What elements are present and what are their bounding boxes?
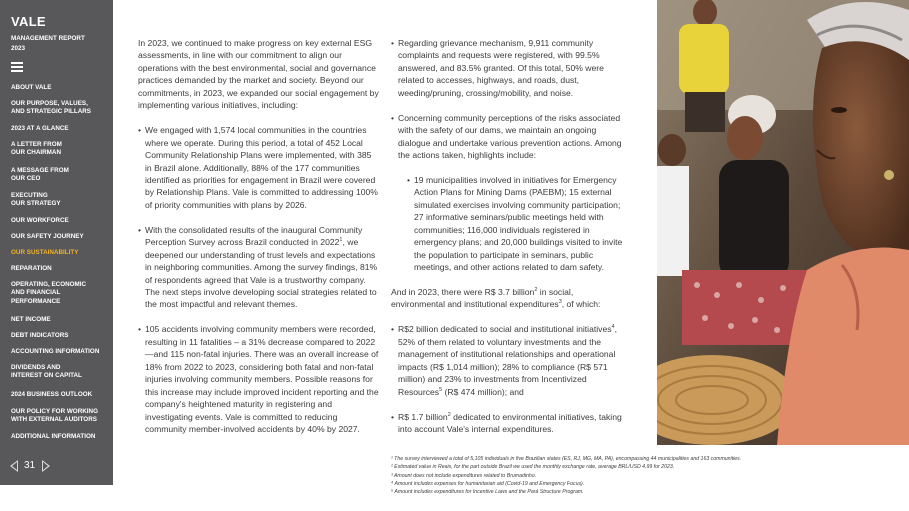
report-title: MANAGEMENT REPORT 2023 — [11, 35, 85, 52]
nav-item-business-outlook[interactable]: 2024 BUSINESS OUTLOOK — [11, 391, 93, 398]
intro-paragraph: In 2023, we continued to make progress on key external ESG assessments, in line with our commitment to align our operations with the best environmental, social and governance practices demanded by the market and society. Beyond our commitments, in 2023, we expanded our social engagement by implementing various initiatives, including: — [138, 38, 379, 111]
bullet-local-communities: • We engaged with 1,574 local communities in the countries where we operate. During this period, a total of 452 Local Community Relationship Plans were implemented, with 385 in Brazil alone. Additionally, 88% of the 177 communities identified as priorities for engagement in Brazil were covered by Relationship Plans. Vale is committed to addressing 100% of priority communities with plans by 2026. — [138, 124, 379, 211]
brand-logo[interactable]: VALE — [11, 14, 46, 29]
footnote: ⁴ Amount includes expenses for humanitarian aid (Covid-19 and Emergency Focus). — [391, 480, 585, 487]
bullet-perception-survey: • With the consolidated results of the inaugural Community Perception Survey across Brazil conducted in 2022$^1$, we deepened our understanding of trust levels and expectations in neighboring communities. Among the survey findings, 81% of respondents agreed that Vale is a trustworthy company. The next steps involve developing social strategies related to the most impactful and relevant themes. — [138, 224, 379, 311]
footnote: ³ Amount does not include expenditures related to Brumadinho. — [391, 472, 537, 479]
nav-item-workforce[interactable]: OUR WORKFORCE — [11, 217, 69, 224]
sub-bullet-dam-actions: • 19 municipalities involved in initiatives for Emergency Action Plans for Mining Dams (PAEBM); 15 external simulated exercises involving community participation; 27 informative seminars/public meetings held with communities; 116,000 individuals registered in emergency plans; and 20,000 buildings visited to invite the population to participate in seminars, public meetings, and other actions related to dam safety. — [407, 174, 626, 274]
footnotes — [391, 455, 861, 496]
bullet-dam-safety-perception: • Concerning community perceptions of the risks associated with the safety of our dams, we maintain an ongoing dialogue and undertake various prevention actions. Among the actions taken, highlights include: — [391, 112, 626, 162]
nav-item-letter-chairman[interactable]: A LETTER FROM OUR CHAIRMAN — [11, 141, 62, 157]
expenditures-paragraph: And in 2023, there were R$ 3.7 billion$^2$ in social, environmental and institutional expenditures$^3$, of which: — [391, 287, 601, 310]
nav-item-dividends[interactable]: DIVIDENDS AND INTEREST ON CAPITAL — [11, 364, 82, 380]
nav-item-sustainability[interactable]: OUR SUSTAINABILITY — [11, 249, 79, 256]
hamburger-menu-icon[interactable] — [11, 62, 23, 72]
triangle-right-icon[interactable] — [42, 460, 50, 472]
page-number: 31 — [24, 460, 36, 471]
nav-item-net-income[interactable]: NET INCOME — [11, 316, 51, 323]
footnote: ² Estimated value in Reais, for the part outside Brazil we used the monthly exchange rate, average BRL/USD 4.99 for 2023. — [391, 464, 675, 471]
footnote: ¹ The survey interviewed a total of 5,105 individuals in five Brazilian states (ES, RJ, MG, MA, PA), encompassing 44 municipalities and 163 communities. — [391, 456, 742, 462]
nav-item-accounting-information[interactable]: ACCOUNTING INFORMATION — [11, 348, 100, 355]
nav-item-2023-at-a-glance[interactable]: 2023 AT A GLANCE — [11, 125, 69, 132]
bullet-environmental-initiatives: • R$ 1.7 billion$^2$ dedicated to environmental initiatives, taking into account Vale's internal expenditures. — [391, 411, 626, 436]
nav-item-reparation[interactable]: REPARATION — [11, 265, 52, 272]
text-column-left — [138, 37, 379, 448]
bullet-social-initiatives: • R$2 billion dedicated to social and institutional initiatives$^4$, 52% of them related to voluntary investments and the management of institutional relationships and operational impacts (R$ 1,014 million); 28% to compliance (R$ 571 million) and 23% to investments from Incentivized Resources$^5$ (R$ 474 million); and — [391, 323, 626, 398]
community-photo — [657, 0, 909, 445]
triangle-left-icon[interactable] — [10, 460, 18, 472]
nav-item-auditors-policy[interactable]: OUR POLICY FOR WORKING WITH EXTERNAL AUDITORS — [11, 408, 98, 424]
nav-item-message-ceo[interactable]: A MESSAGE FROM OUR CEO — [11, 167, 69, 183]
footnote: ⁵ Amount includes expenditures for Incentive Laws and the Pará Structure Program. — [391, 489, 584, 496]
nav-item-additional-information[interactable]: ADDITIONAL INFORMATION — [11, 433, 96, 440]
nav-item-debt-indicators[interactable]: DEBT INDICATORS — [11, 332, 69, 339]
page-navigator — [10, 459, 55, 473]
nav-item-operating-performance[interactable]: OPERATING, ECONOMIC AND FINANCIAL PERFORMANCE — [11, 281, 87, 305]
bullet-community-accidents: • 105 accidents involving community members were recorded, resulting in 11 fatalities – a 31% decrease compared to 2022—and 115 non-fatal injuries. There was an overall increase of 18% from 2022 to 2023, considering both fatal and non-fatal injuries involving community members. Possible reasons for this increase may include improved incident reporting and the company's heightened maturity in registering and investigating events. Vale is committed to reducing community member-involved accidents by 40% by 2027. — [138, 323, 379, 435]
sidebar — [0, 0, 113, 485]
nav-item-executing-strategy[interactable]: EXECUTING OUR STRATEGY — [11, 192, 61, 208]
nav-item-purpose-values[interactable]: OUR PURPOSE, VALUES, AND STRATEGIC PILLARS — [11, 100, 91, 116]
nav-item-safety-journey[interactable]: OUR SAFETY JOURNEY — [11, 233, 84, 240]
nav-item-about-vale[interactable]: ABOUT VALE — [11, 84, 52, 91]
text-column-middle — [391, 37, 626, 448]
bullet-grievance-mechanism: • Regarding grievance mechanism, 9,911 community complaints and requests were registered, with 99.5% answered, and 83.5% granted. Of this total, 50% were related to accesses, highways, and roads, dust, weeding/pruning, crossing/mobility, and noise. — [391, 37, 626, 99]
